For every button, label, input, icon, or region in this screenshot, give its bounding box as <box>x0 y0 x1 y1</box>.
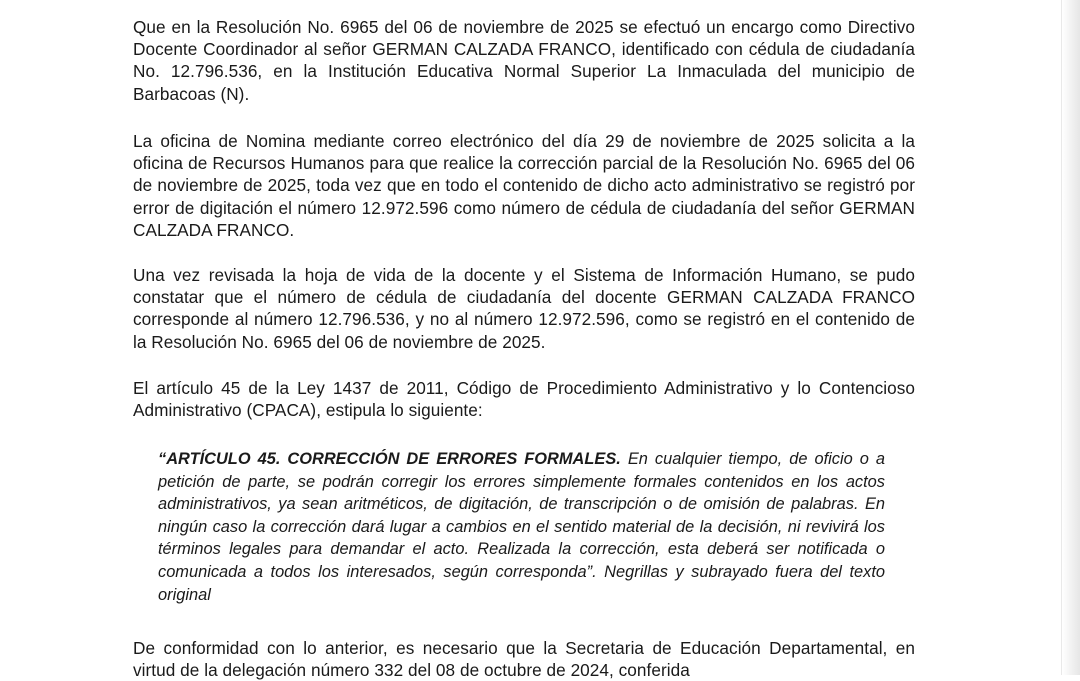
article-45-quote <box>158 448 885 606</box>
quote-lead: “ARTÍCULO 45. CORRECCIÓN DE ERRORES FORMALES. <box>158 450 621 468</box>
quote-body: En cualquier tiempo, de oficio o a petición de parte, se podrán corregir los errores simplemente formales contenidos en los actos administrativos, ya sean aritméticos, de digitación, de transcripción o de omisión de palabras. En ningún caso la corrección dará lugar a cambios en el sentido material de la decisión, ni revivirá los términos legales para demandar el acto. Realizada la corrección, esta deberá ser notificada o comunicada a todos los interesados, según corresponda”. Negrillas y subrayado fuera del texto original <box>158 450 885 604</box>
paragraph-resolution-assignment: Que en la Resolución No. 6965 del 06 de noviembre de 2025 se efectuó un encargo como Directivo Docente Coordinador al señor GERMAN CALZADA FRANCO, identificado con cédula de ciudadanía No. 12.796.536, en la Institución Educativa Normal Superior La Inmaculada del municipio de Barbacoas (N). <box>133 17 915 104</box>
paragraph-conclusion: De conformidad con lo anterior, es necesario que la Secretaria de Educación Departamental, en virtud de la delegación número 332 del 08 de octubre de 2024, conferida <box>133 638 915 681</box>
page-edge-shadow <box>1061 0 1080 675</box>
paragraph-payroll-request: La oficina de Nomina mediante correo electrónico del día 29 de noviembre de 2025 solicita a la oficina de Recursos Humanos para que realice la corrección parcial de la Resolución No. 6965 del 06 de noviembre de 2025, toda vez que en todo el contenido de dicho acto administrativo se registró por error de digitación el número 12.972.596 como número de cédula de ciudadanía del señor GERMAN CALZADA FRANCO. <box>133 131 915 240</box>
paragraph-article-intro: El artículo 45 de la Ley 1437 de 2011, Código de Procedimiento Administrativo y lo Contencioso Administrativo (CPACA), estipula lo siguiente: <box>133 378 915 421</box>
paragraph-verification: Una vez revisada la hoja de vida de la docente y el Sistema de Información Humano, se pudo constatar que el número de cédula de ciudadanía del docente GERMAN CALZADA FRANCO corresponde al número 12.796.536, y no al número 12.972.596, como se registró en el contenido de la Resolución No. 6965 del 06 de noviembre de 2025. <box>133 265 915 352</box>
